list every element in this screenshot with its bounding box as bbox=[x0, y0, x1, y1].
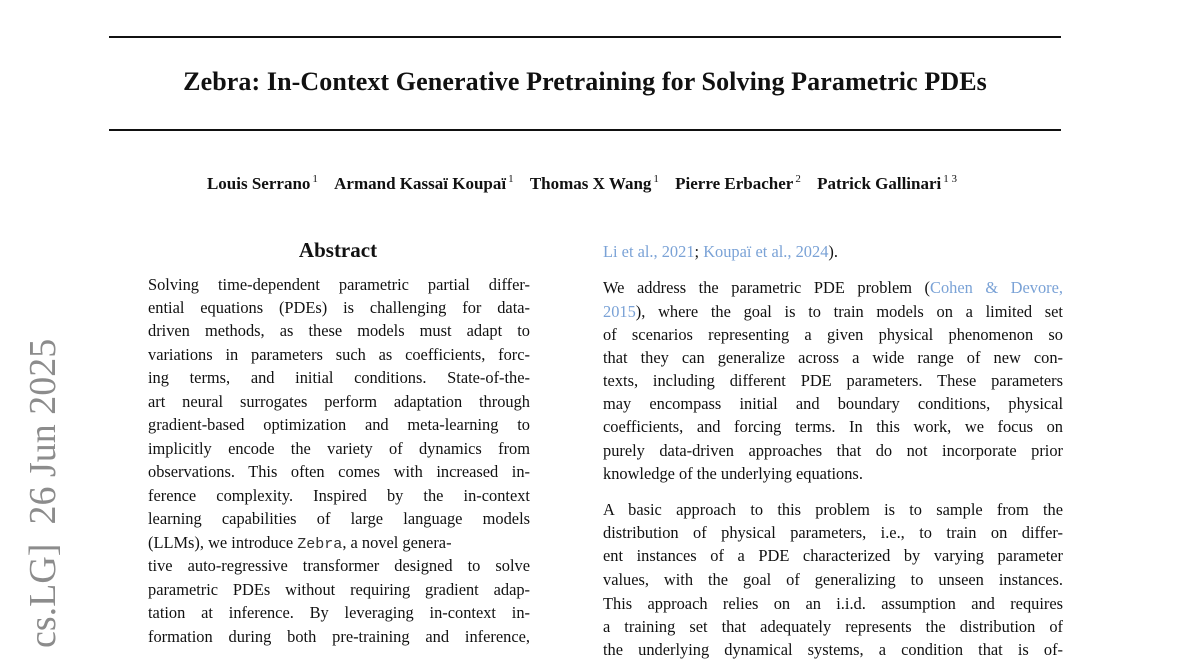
body-line: that they can generalize across a wide range of new con- bbox=[603, 348, 1063, 367]
citation-year-link[interactable]: 2015 bbox=[603, 302, 636, 321]
abstract-line: variations in parameters such as coefficients, forc- bbox=[148, 345, 530, 364]
abstract-line: tation at inference. By leveraging in-context in- bbox=[148, 603, 530, 622]
author: Patrick Gallinari $^{1 3}$ bbox=[817, 173, 958, 193]
body-line: texts, including different PDE parameters. These parameters bbox=[603, 371, 1063, 390]
model-name: Zebra bbox=[297, 536, 343, 553]
body-line: purely data-driven approaches that do not incorporate prior bbox=[603, 441, 1063, 460]
abstract-line: ing terms, and initial conditions. State-of-the- bbox=[148, 368, 530, 387]
body-line: distribution of physical parameters, i.e., to train on differ- bbox=[603, 523, 1063, 542]
citation-year-link[interactable]: 2021 bbox=[661, 242, 695, 261]
abstract-heading: Abstract bbox=[298, 238, 378, 262]
body-line: a training set that adequately represents the distribution of bbox=[603, 617, 1063, 636]
abstract-line: gradient-based optimization and meta-learning to bbox=[148, 415, 530, 434]
author: Louis Serrano $^1$ bbox=[206, 173, 318, 193]
citation-year-link[interactable]: 2024 bbox=[795, 242, 829, 261]
abstract-line: Solving time-dependent parametric partial differ- bbox=[148, 275, 530, 294]
citation-link[interactable]: Li et al., bbox=[603, 242, 658, 261]
body-line: ent instances of a PDE characterized by varying parameter bbox=[603, 546, 1063, 565]
body-line: may encompass initial and boundary conditions, physical bbox=[603, 394, 1063, 413]
author: Armand Kassaï Koupaï $^1$ bbox=[334, 173, 514, 193]
title-top-rule bbox=[109, 36, 1061, 38]
abstract-line: art neural surrogates perform adaptation through bbox=[148, 392, 530, 411]
body-line: the underlying dynamical systems, a condition that is of- bbox=[603, 640, 1063, 659]
abstract-line: (LLMs), we introduce Zebra, a novel genera- bbox=[148, 533, 452, 553]
body-line: This approach relies on an i.i.d. assumption and requires bbox=[603, 594, 1063, 613]
body-line: We address the parametric PDE problem (Cohen & Devore, bbox=[603, 278, 1064, 297]
abstract-line: observations. This often comes with increased in- bbox=[148, 462, 530, 481]
citation-line: Li et al., 2021; Koupaï et al., 2024). bbox=[603, 242, 838, 261]
abstract-line: formation during both pre-training and inference, bbox=[148, 627, 530, 646]
citation-link[interactable]: Cohen & Devore, bbox=[930, 278, 1064, 297]
body-line: coefficients, and forcing terms. In this work, we focus on bbox=[603, 417, 1063, 436]
title-bottom-rule bbox=[109, 129, 1061, 131]
abstract-line: learning capabilities of large language models bbox=[148, 509, 530, 528]
abstract-line: ference complexity. Inspired by the in-context bbox=[148, 486, 530, 505]
author: Thomas X Wang $^1$ bbox=[529, 173, 659, 193]
abstract-line: ential equations (PDEs) is challenging for data- bbox=[148, 298, 530, 317]
citation-link[interactable]: Koupaï et al., bbox=[703, 242, 792, 261]
body-line: values, with the goal of generalizing to unseen instances. bbox=[603, 570, 1063, 589]
abstract-line: driven methods, as these models must adapt to bbox=[148, 321, 530, 340]
abstract-line: parametric PDEs without requiring gradient adap- bbox=[148, 580, 530, 599]
author-list bbox=[0, 173, 1164, 194]
body-line: 2015), where the goal is to train models on a limited set bbox=[603, 302, 1063, 321]
paper-title: Zebra: In-Context Generative Pretraining for Solving Parametric PDEs bbox=[183, 67, 987, 96]
body-line: A basic approach to this problem is to sample from the bbox=[603, 500, 1063, 519]
body-line: knowledge of the underlying equations. bbox=[603, 464, 863, 483]
abstract-line: implicitly encode the variety of dynamics from bbox=[148, 439, 530, 458]
abstract-line: tive auto-regressive transformer designed to solve bbox=[148, 556, 530, 575]
body-line: of scenarios representing a given physical phenomenon so bbox=[603, 325, 1063, 344]
arxiv-watermark: cs.LG] 26 Jun 2025 bbox=[22, 338, 64, 648]
author: Pierre Erbacher $^2$ bbox=[675, 173, 801, 193]
